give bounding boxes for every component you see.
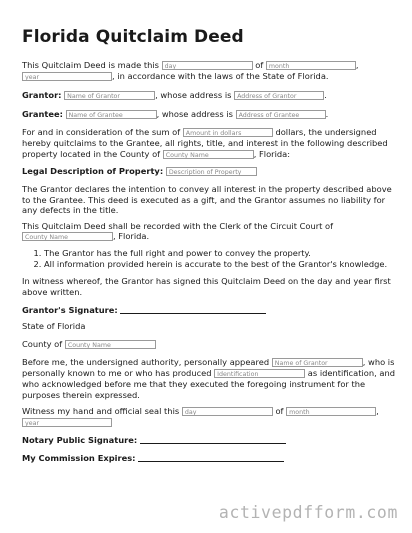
conditions-list [22,248,392,269]
intro-text-2: , in accordance with the laws of the State of Florida. [112,71,329,81]
witness-month-field[interactable]: month [286,407,376,416]
grantor-period: . [324,90,327,100]
consideration-line-2: hereby quitclaims to the Grantee, all rights, title, and interest in the following described [22,138,388,148]
recording-florida: , Florida. [113,231,150,241]
notary-text-2: , who is [362,357,395,367]
intro-line-1 [22,60,359,71]
grantor-label: Grantor: [22,90,62,100]
county-label: County of [22,339,63,349]
grantor-line [22,90,327,101]
grantee-whose-text: , whose address is [156,109,233,119]
notary-signature-label: Notary Public Signature: [22,435,138,445]
notary-signature-line [22,435,286,446]
consideration-text-2: dollars, the undersigned [275,127,377,137]
notary-signature-field[interactable] [140,435,286,444]
legal-description-line [22,166,257,177]
intro-line-2 [22,71,329,82]
notary-line-2 [22,368,395,379]
notary-line-4: purposes therein expressed. [22,390,140,400]
consideration-line-1 [22,127,377,138]
state-line: State of Florida [22,321,86,331]
notary-text-1: Before me, the undersigned authority, personally appeared [22,357,270,367]
declaration-paragraph: The Grantor declares the intention to convey all interest in the property described above to the Grantee. This deed is executed as a gift, and the Grantor assumes no liability for any defects in the title. [22,184,392,215]
property-county-field[interactable]: County Name [163,150,254,159]
intro-year-field[interactable]: year [22,72,112,81]
notary-line-3: who acknowledged before me that they executed the foregoing instrument for the [22,379,366,389]
county-line [22,339,156,350]
intro-text: This Quitclaim Deed is made this [22,60,159,70]
grantee-address-field[interactable]: Address of Grantee [236,110,326,119]
list-item: 1. The Grantor has the full right and power to convey the property. [44,248,392,259]
grantee-label: Grantee: [22,109,63,119]
notary-text-3: personally known to me or who has produced [22,368,212,378]
grantee-name-field[interactable]: Name of Grantee [66,110,157,119]
intro-comma: , [355,60,359,70]
amount-field[interactable]: Amount in dollars [183,128,273,137]
grantor-address-field[interactable]: Address of Grantor [234,91,324,100]
witness-hand-line-1 [22,406,379,417]
grantor-name-field[interactable]: Name of Grantor [64,91,155,100]
witness-day-field[interactable]: day [182,407,273,416]
consideration-text: For and in consideration of the sum of [22,127,181,137]
notary-grantor-field[interactable]: Name of Grantor [272,358,363,367]
recording-line-1: This Quitclaim Deed shall be recorded with the Clerk of the Circuit Court of [22,221,334,231]
intro-of-text: of [255,60,264,70]
notary-line-1 [22,357,394,368]
watermark: activepdfform.com [218,503,398,522]
legal-description-label: Legal Description of Property: [22,166,164,176]
page-title: Florida Quitclaim Deed [22,27,244,47]
notary-county-field[interactable]: County Name [65,340,156,349]
witness-hand-line-2 [22,417,112,428]
grantor-whose-text: , whose address is [155,90,232,100]
witness-of-text: of [275,406,284,416]
grantor-signature-label: Grantor's Signature: [22,305,118,315]
identification-field[interactable]: Identification [214,369,305,378]
recording-county-field[interactable]: County Name [22,232,113,241]
witness-comma: , [376,406,379,416]
grantor-signature-line [22,305,266,316]
intro-day-field[interactable]: day [162,61,253,70]
grantee-period: . [325,109,329,119]
consideration-text-4: property located in the County of [22,149,161,159]
grantor-signature-field[interactable] [120,305,266,314]
commission-expires-field[interactable] [138,453,284,462]
legal-description-field[interactable]: Description of Property [166,167,257,176]
commission-label: My Commission Expires: [22,453,136,463]
recording-line-2 [22,231,149,242]
witness-paragraph: In witness whereof, the Grantor has signed this Quitclaim Deed on the day and year first above written. [22,276,391,297]
list-item: 2. All information provided herein is accurate to the best of the Grantor's knowledge. [44,259,392,270]
witness-year-field[interactable]: year [22,418,112,427]
grantee-line [22,109,328,120]
notary-text-4: as identification, and [307,368,395,378]
witness-hand-text: Witness my hand and official seal this [22,406,180,416]
consideration-florida: , Florida: [253,149,291,159]
consideration-line-3 [22,149,290,160]
commission-line [22,453,284,464]
intro-month-field[interactable]: month [266,61,356,70]
